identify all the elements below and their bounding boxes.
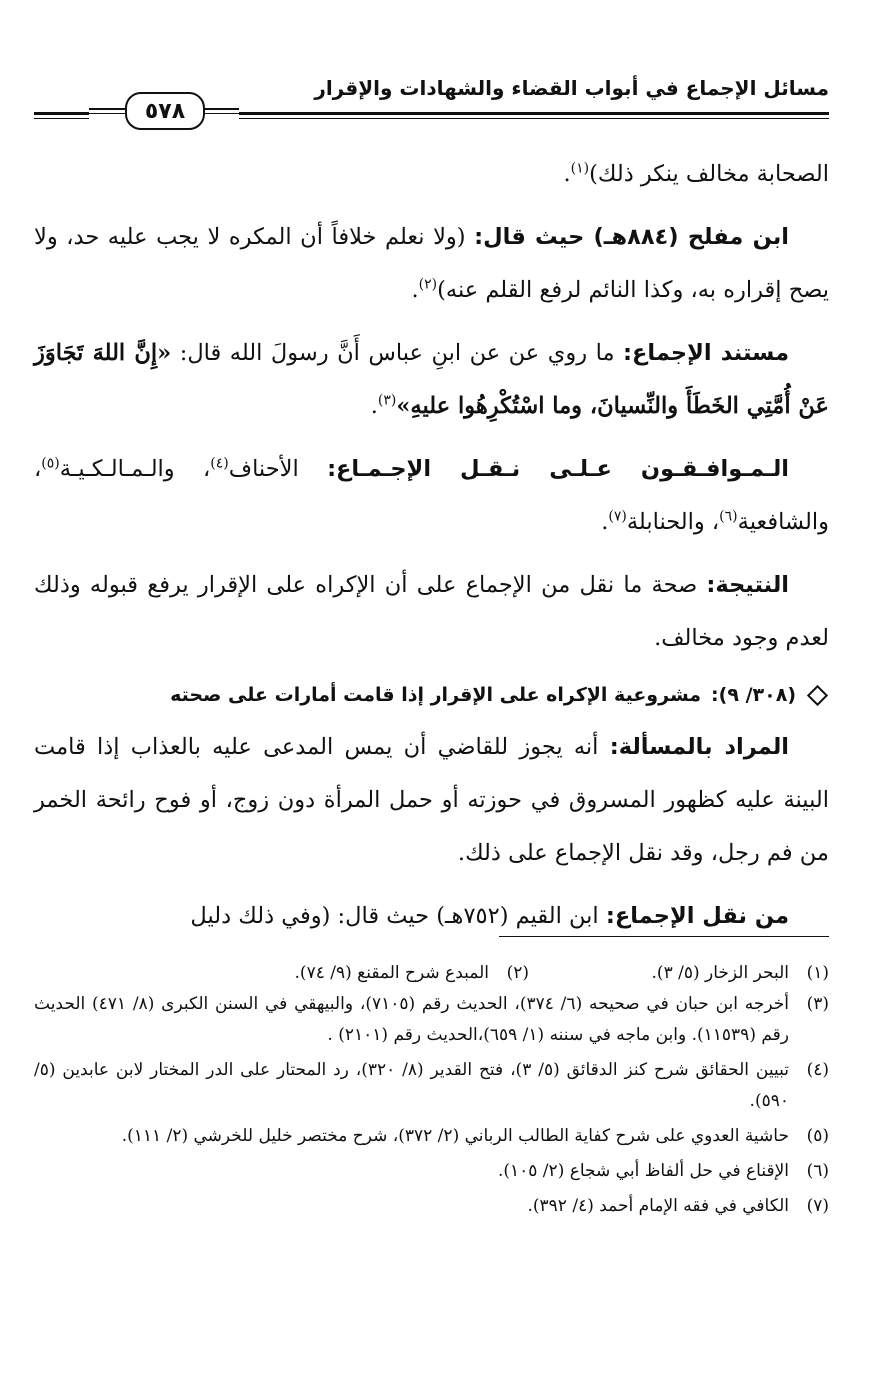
footnote-number: (٧) xyxy=(806,1196,829,1216)
footnote-text: المبدع شرح المقنع (٩/ ٧٤). xyxy=(294,963,489,983)
paragraph-lead: من نقل الإجماع: xyxy=(605,903,789,929)
footnote-number: (٦) xyxy=(806,1161,829,1181)
footnote-ref: (١) xyxy=(570,160,590,177)
paragraph-ibn-muflih xyxy=(34,211,829,317)
text: صحة ما نقل من الإجماع على أن الإكراه على الإقرار يرفع قبوله وذلك لعدم وجود مخالف. xyxy=(34,572,829,651)
paragraph-result xyxy=(34,559,829,665)
paragraph-lead: مستند الإجماع: xyxy=(623,340,790,366)
footnote xyxy=(34,1055,829,1117)
footnote-text: الإقناع في حل ألفاظ أبي شجاع (٢/ ١٠٥). xyxy=(497,1161,789,1181)
footnote-text: الكافي في فقه الإمام أحمد (٤/ ٣٩٢). xyxy=(527,1196,789,1216)
text: أنه يجوز للقاضي أن يمس المدعى عليه بالعذاب إذا قامت البينة عليه كظهور المسروق في حوزته أو حمل المرأة دون زوج، أو فوح رائحة الخمر من فم رجل، وقد نقل الإجماع على ذلك. xyxy=(34,734,829,866)
diamond-icon xyxy=(807,684,828,705)
running-title: مسائل الإجماع في أبواب القضاء والشهادات والإقرار xyxy=(314,76,829,100)
issue-heading xyxy=(34,675,829,715)
footnote-text: البحر الزخار (٥/ ٣). xyxy=(651,963,789,983)
paragraph-lead: النتيجة: xyxy=(706,572,789,598)
footnote xyxy=(34,989,829,1051)
issue-title: مشروعية الإكراه على الإقرار إذا قامت أمارات على صحته xyxy=(170,684,702,706)
page-number: ٥٧٨ xyxy=(125,92,205,130)
text: الأحناف xyxy=(228,456,328,482)
footnote xyxy=(34,1156,829,1187)
paragraph-continuation xyxy=(34,148,829,201)
issue-number: (٣٠٨/ ٩): xyxy=(711,684,796,706)
footnote-ref: (٣) xyxy=(377,392,397,409)
footnote xyxy=(229,958,529,989)
page-number-ornament xyxy=(89,92,239,128)
footnote-ref: (٦) xyxy=(719,508,738,525)
footnote xyxy=(529,958,829,989)
footnote-separator xyxy=(499,936,829,937)
footnote-number: (٤) xyxy=(806,1060,829,1080)
text: ابن القيم (٧٥٢هـ) حيث قال: (وفي ذلك دليل xyxy=(190,903,606,929)
footnote xyxy=(34,1121,829,1152)
paragraph-agreeing xyxy=(34,443,829,549)
text: ، والحنابلة xyxy=(626,509,720,535)
page-header xyxy=(34,68,829,128)
footnote-row xyxy=(34,958,829,989)
footnote-number: (٥) xyxy=(806,1126,829,1146)
text-end: . xyxy=(411,277,419,303)
text: ، والـمـالـكـيـة xyxy=(59,456,211,482)
footnote-ref: (٤) xyxy=(210,455,229,472)
footnote xyxy=(34,1191,829,1222)
book-page xyxy=(34,0,829,1399)
text: ، والشافعية xyxy=(34,456,829,535)
hadith-quote: «إِنَّ اللهَ تَجَاوَزَ عَنْ أُمَّتِي الخَطَأَ والنِّسيانَ، وما اسْتُكْرِهُوا عليهِ» xyxy=(34,340,829,419)
footnote-text: تبيين الحقائق شرح كنز الدقائق (٥/ ٣)، فتح القدير (٨/ ٣٢٠)، رد المحتار على الدر المختار لابن عابدين (٥/ ٥٩٠). xyxy=(34,1060,789,1111)
main-text xyxy=(34,148,829,943)
paragraph-lead: المراد بالمسألة: xyxy=(609,734,790,760)
footnote-text: أخرجه ابن حبان في صحيحه (٦/ ٣٧٤)، الحديث رقم (٧١٠٥)، والبيهقي في السنن الكبرى (٨/ ٤٧١) الحديث رقم (١١٥٣٩). وابن ماجه في سننه (١/ ٦٥٩)،الحديث رقم (٢١٠١) . xyxy=(34,994,789,1045)
footnotes xyxy=(34,958,829,1226)
text-end: . xyxy=(370,393,378,419)
footnote-number: (٢) xyxy=(506,963,529,983)
paragraph-meaning xyxy=(34,721,829,880)
footnote-number: (٣) xyxy=(806,994,829,1014)
footnote-ref: (٢) xyxy=(418,276,438,293)
text-end: . xyxy=(563,161,571,187)
text: (ولا نعلم خلافاً أن المكره لا يجب عليه حد، ولا يصح إقراره به، وكذا النائم لرفع القلم عنه) xyxy=(34,224,829,303)
footnote-ref: (٧) xyxy=(608,508,627,525)
paragraph-evidence xyxy=(34,327,829,433)
text: ما روي عن عن ابنِ عباس أَنَّ رسولَ الله قال: xyxy=(171,340,624,366)
ornament-lines-right xyxy=(201,108,239,114)
paragraph-lead: ابن مفلح (٨٨٤هـ) حيث قال: xyxy=(474,224,789,250)
paragraph-lead: الـمـوافـقـون عـلـى نـقـل الإجـمـاع: xyxy=(327,456,789,482)
footnote-ref: (٥) xyxy=(41,455,60,472)
footnote-number: (١) xyxy=(806,963,829,983)
footnote-text: حاشية العدوي على شرح كفاية الطالب الرباني (٢/ ٣٧٢)، شرح مختصر خليل للخرشي (٢/ ١١١). xyxy=(121,1126,789,1146)
text-end: . xyxy=(601,509,609,535)
text: الصحابة مخالف ينكر ذلك) xyxy=(589,161,829,187)
ornament-lines-left xyxy=(89,108,127,114)
